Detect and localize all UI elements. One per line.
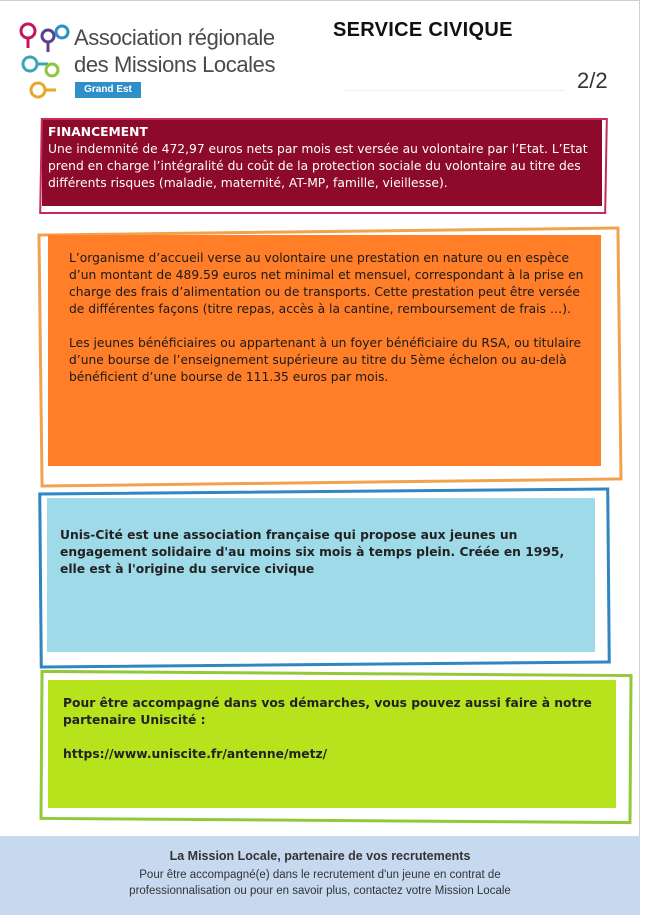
accompagnement-content	[63, 695, 603, 780]
faint-divider	[345, 90, 565, 92]
prestation-box	[39, 222, 616, 478]
accompagnement-text: Pour être accompagné dans vos démarches, vous pouvez aussi faire à notre partenaire Uniscité :	[63, 696, 592, 727]
financement-content	[48, 124, 588, 192]
footer-line-2: professionnalisation ou pour en savoir plus, contactez votre Mission Locale	[129, 885, 511, 897]
footer-title: La Mission Locale, partenaire de vos recrutements	[169, 849, 471, 863]
page-border-right	[639, 0, 640, 915]
page-number: 2/2	[577, 68, 608, 93]
financement-box	[40, 118, 605, 212]
logo-icon	[18, 20, 72, 104]
uniscite-box	[39, 490, 606, 664]
document-title: SERVICE CIVIQUE	[333, 19, 513, 41]
prestation-paragraph-2: Les jeunes bénéficiaires ou appartenant à un foyer bénéficiaire du RSA, ou titulaire d’une bourse de l’enseignement supérieure au titre du 5ème échelon ou au-delà bénéficient d’une bourse de 111.35 euros par mois.	[69, 336, 582, 384]
footer-line-1: Pour être accompagné(e) dans le recrutement d'un jeune en contrat de	[139, 869, 501, 881]
financement-heading: FINANCEMENT	[48, 125, 148, 139]
logo-title-line1: Association régionale	[74, 25, 275, 50]
page-border-top	[0, 0, 640, 1]
financement-text: Une indemnité de 472,97 euros nets par mois est versée au volontaire par l’Etat. L’Etat prend en charge l’intégralité du coût de la protection sociale du volontaire au titre des différents risques (maladie, maternité, AT-MP, famille, vieillesse).	[48, 142, 588, 190]
logo-badge: Grand Est	[75, 82, 141, 98]
uniscite-text: Unis-Cité est une association française qui propose aux jeunes un engagement solidaire d'au moins six mois à temps plein. Créée en 1995, elle est à l'origine du service civique	[60, 528, 565, 576]
prestation-paragraph-1: L’organisme d’accueil verse au volontaire une prestation en nature ou en espèce d’un montant de 489.59 euros net minimal et mensuel, correspondant à la prise en charge des frais d’alimentation ou de transports. Cette prestation peut être versée de différentes façons (titre repas, accès à la cantine, remboursement de frais …).	[69, 251, 584, 316]
prestation-content	[69, 250, 589, 403]
logo-title-line2: des Missions Locales	[74, 52, 276, 77]
accompagnement-box	[40, 672, 628, 818]
footer	[0, 836, 640, 915]
uniscite-link[interactable]: https://www.uniscite.fr/antenne/metz/	[63, 747, 328, 761]
